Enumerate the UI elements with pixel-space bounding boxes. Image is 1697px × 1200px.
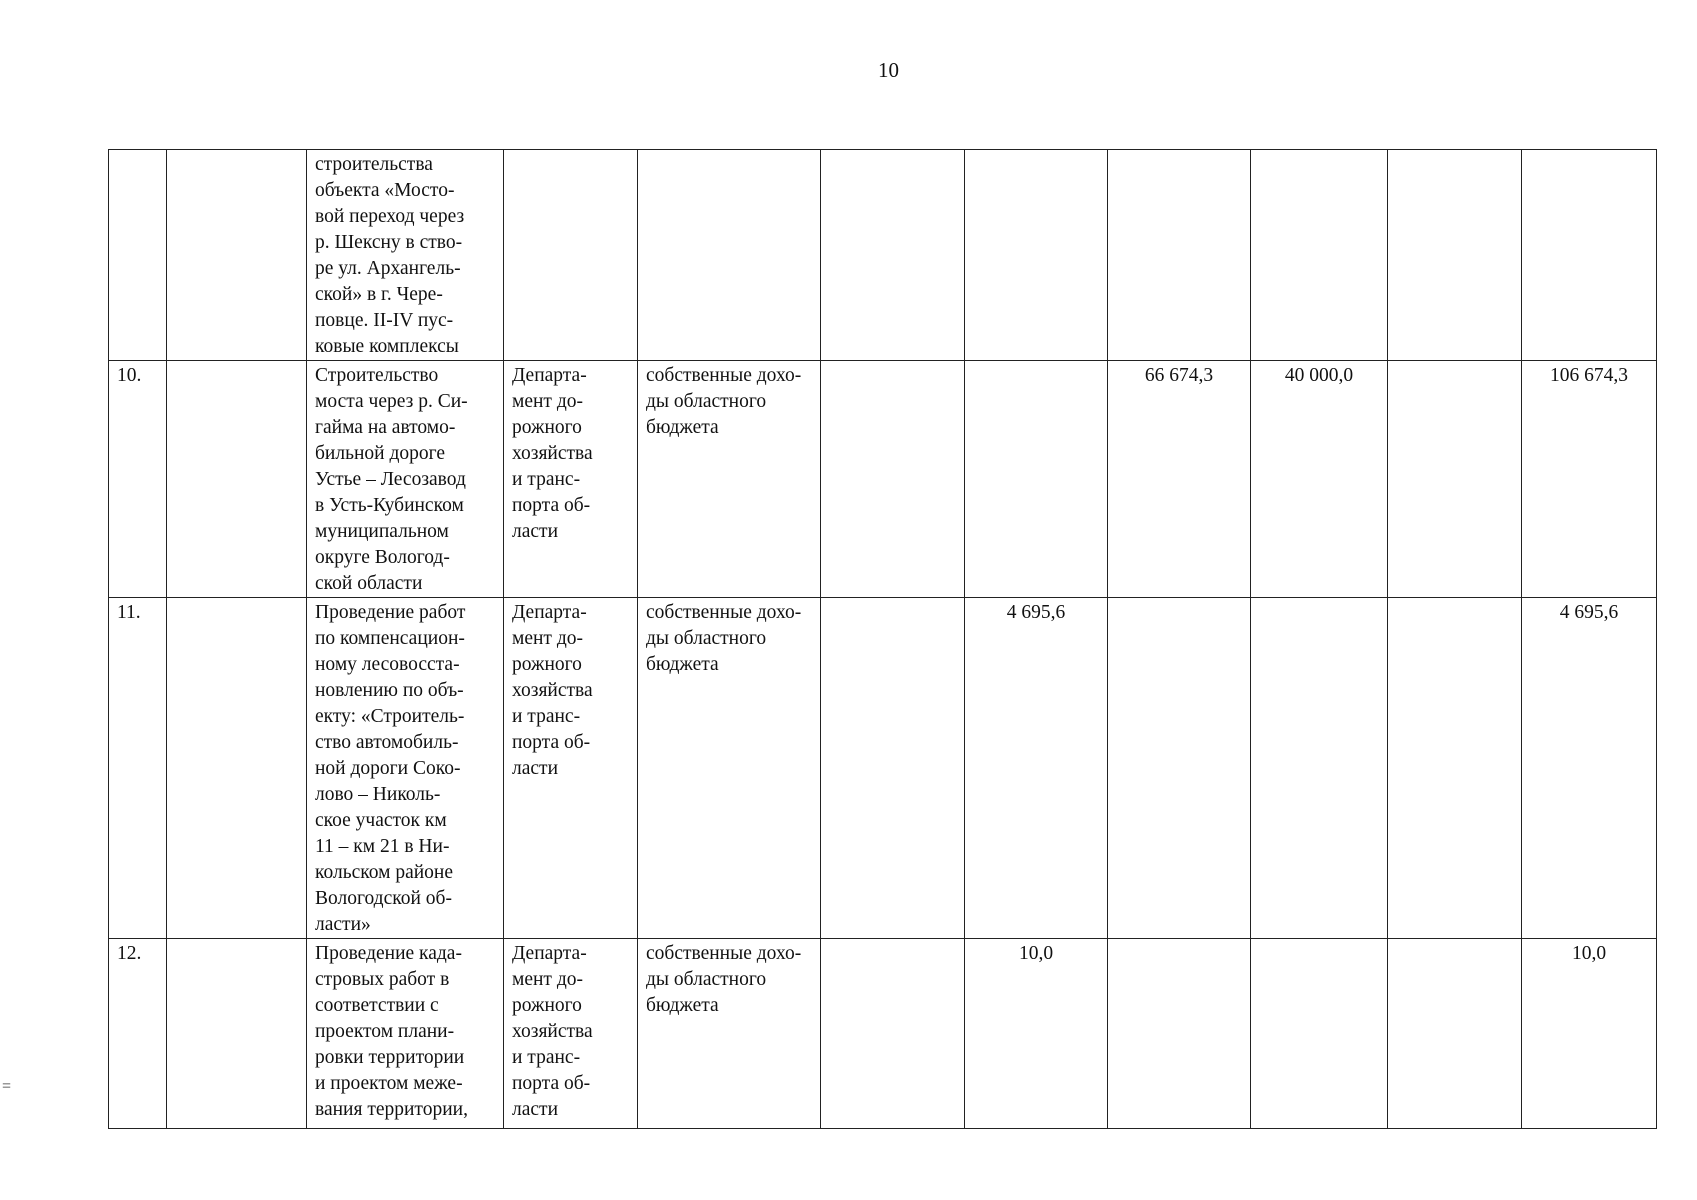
funding-source-cell (638, 598, 821, 939)
funding-source-cell-line: ды областного (646, 628, 767, 649)
margin-mark: = (2, 1078, 12, 1095)
total-cell: 4 695,6 (1522, 598, 1657, 939)
amount-cell (1251, 939, 1388, 1129)
row-number-cell: 12. (109, 939, 167, 1129)
responsible-cell-line: и транс- (512, 469, 581, 490)
funding-source-cell-line: ды областного (646, 391, 767, 412)
event-name-cell-line: стровых работ в (315, 969, 450, 990)
table-row (109, 361, 1657, 598)
event-name-cell (307, 361, 504, 598)
event-name-cell-line: вания территории, (315, 1099, 468, 1120)
responsible-cell-line: ласти (512, 521, 558, 542)
event-name-cell-line: Строительство (315, 365, 439, 386)
responsible-cell-line: и транс- (512, 706, 581, 727)
funding-source-cell-line: бюджета (646, 654, 719, 675)
amount-cell (1388, 939, 1522, 1129)
event-name-cell-line: в Усть-Кубинском (315, 495, 464, 516)
responsible-cell-line: хозяйства (512, 443, 593, 464)
event-name-cell-line: и проектом меже- (315, 1073, 463, 1094)
responsible-cell-line: порта об- (512, 1073, 591, 1094)
amount-cell (1108, 150, 1251, 361)
responsible-cell-line: мент до- (512, 969, 583, 990)
empty-cell (167, 361, 307, 598)
responsible-cell-line: ласти (512, 758, 558, 779)
responsible-cell (504, 361, 638, 598)
table-row (109, 150, 1657, 361)
event-name-cell-line: ной дороги Соко- (315, 758, 461, 779)
amount-cell (1251, 150, 1388, 361)
event-name-cell-line: р. Шексну в ство- (315, 232, 463, 253)
amount-cell (1388, 598, 1522, 939)
event-name-cell-line: лово – Николь- (315, 784, 441, 805)
responsible-cell-line: Департа- (512, 943, 587, 964)
table-row (109, 939, 1657, 1129)
event-name-cell-line: бильной дороге (315, 443, 446, 464)
funding-source-cell (638, 150, 821, 361)
responsible-cell-line: и транс- (512, 1047, 581, 1068)
responsible-cell-line: мент до- (512, 391, 583, 412)
funding-source-cell-line: бюджета (646, 995, 719, 1016)
event-name-cell-line: ской области (315, 573, 423, 594)
page-number: 10 (878, 58, 899, 82)
funding-source-cell-line: собственные дохо- (646, 943, 802, 964)
amount-cell (1108, 939, 1251, 1129)
event-name-cell-line: объекта «Мосто- (315, 180, 455, 201)
funding-source-cell-line: ды областного (646, 969, 767, 990)
empty-cell (167, 939, 307, 1129)
funding-source-cell (638, 361, 821, 598)
amount-cell (821, 361, 965, 598)
responsible-cell-line: рожного (512, 417, 582, 438)
row-number-cell: 11. (109, 598, 167, 939)
event-name-cell (307, 150, 504, 361)
event-name-cell (307, 598, 504, 939)
empty-cell (167, 598, 307, 939)
responsible-cell (504, 150, 638, 361)
amount-cell: 4 695,6 (965, 598, 1108, 939)
responsible-cell-line: порта об- (512, 495, 591, 516)
row-number-cell (109, 150, 167, 361)
event-name-cell-line: екту: «Строитель- (315, 706, 465, 727)
event-name-cell-line: кольском районе (315, 862, 454, 883)
event-name-cell-line: строительства (315, 154, 433, 175)
amount-cell: 10,0 (965, 939, 1108, 1129)
event-name-cell-line: Проведение када- (315, 943, 462, 964)
amount-cell (1108, 598, 1251, 939)
event-name-cell-line: моста через р. Си- (315, 391, 468, 412)
amount-cell (1251, 598, 1388, 939)
event-name-cell-line: муниципальном (315, 521, 449, 542)
responsible-cell-line: Департа- (512, 365, 587, 386)
event-name-cell-line: проектом плани- (315, 1021, 455, 1042)
event-name-cell-line: новлению по объ- (315, 680, 464, 701)
funding-source-cell-line: бюджета (646, 417, 719, 438)
responsible-cell-line: рожного (512, 995, 582, 1016)
event-name-cell-line: Проведение работ (315, 602, 466, 623)
responsible-cell-line: Департа- (512, 602, 587, 623)
funding-source-cell-line: собственные дохо- (646, 602, 802, 623)
responsible-cell-line: ласти (512, 1099, 558, 1120)
table-row (109, 598, 1657, 939)
event-name-cell-line: повце. II-IV пус- (315, 310, 454, 331)
event-name-cell-line: Устье – Лесозавод (315, 469, 466, 490)
responsible-cell (504, 939, 638, 1129)
responsible-cell-line: рожного (512, 654, 582, 675)
event-name-cell-line: гайма на автомо- (315, 417, 456, 438)
amount-cell: 66 674,3 (1108, 361, 1251, 598)
event-name-cell-line: ному лесовосста- (315, 654, 460, 675)
amount-cell (1388, 150, 1522, 361)
amount-cell (965, 361, 1108, 598)
responsible-cell-line: хозяйства (512, 1021, 593, 1042)
event-name-cell-line: округе Вологод- (315, 547, 450, 568)
total-cell (1522, 150, 1657, 361)
responsible-cell-line: порта об- (512, 732, 591, 753)
total-cell: 106 674,3 (1522, 361, 1657, 598)
amount-cell (965, 150, 1108, 361)
event-name-cell-line: ское участок км (315, 810, 447, 831)
total-cell: 10,0 (1522, 939, 1657, 1129)
responsible-cell-line: хозяйства (512, 680, 593, 701)
row-number-cell: 10. (109, 361, 167, 598)
event-name-cell-line: ство автомобиль- (315, 732, 459, 753)
event-name-cell-line: ковые комплексы (315, 336, 459, 357)
event-name-cell-line: вой переход через (315, 206, 465, 227)
event-name-cell-line: соответствии с (315, 995, 439, 1016)
amount-cell: 40 000,0 (1251, 361, 1388, 598)
funding-source-cell (638, 939, 821, 1129)
responsible-cell (504, 598, 638, 939)
empty-cell (167, 150, 307, 361)
event-name-cell-line: ласти» (315, 914, 371, 935)
event-name-cell-line: 11 – км 21 в Ни- (315, 836, 450, 857)
event-name-cell-line: по компенсацион- (315, 628, 465, 649)
amount-cell (1388, 361, 1522, 598)
event-name-cell-line: ской» в г. Чере- (315, 284, 443, 305)
budget-table (108, 149, 1657, 1129)
amount-cell (821, 939, 965, 1129)
amount-cell (821, 150, 965, 361)
event-name-cell-line: Вологодской об- (315, 888, 452, 909)
funding-source-cell-line: собственные дохо- (646, 365, 802, 386)
event-name-cell-line: ровки территории (315, 1047, 465, 1068)
amount-cell (821, 598, 965, 939)
responsible-cell-line: мент до- (512, 628, 583, 649)
event-name-cell-line: ре ул. Архангель- (315, 258, 461, 279)
event-name-cell (307, 939, 504, 1129)
